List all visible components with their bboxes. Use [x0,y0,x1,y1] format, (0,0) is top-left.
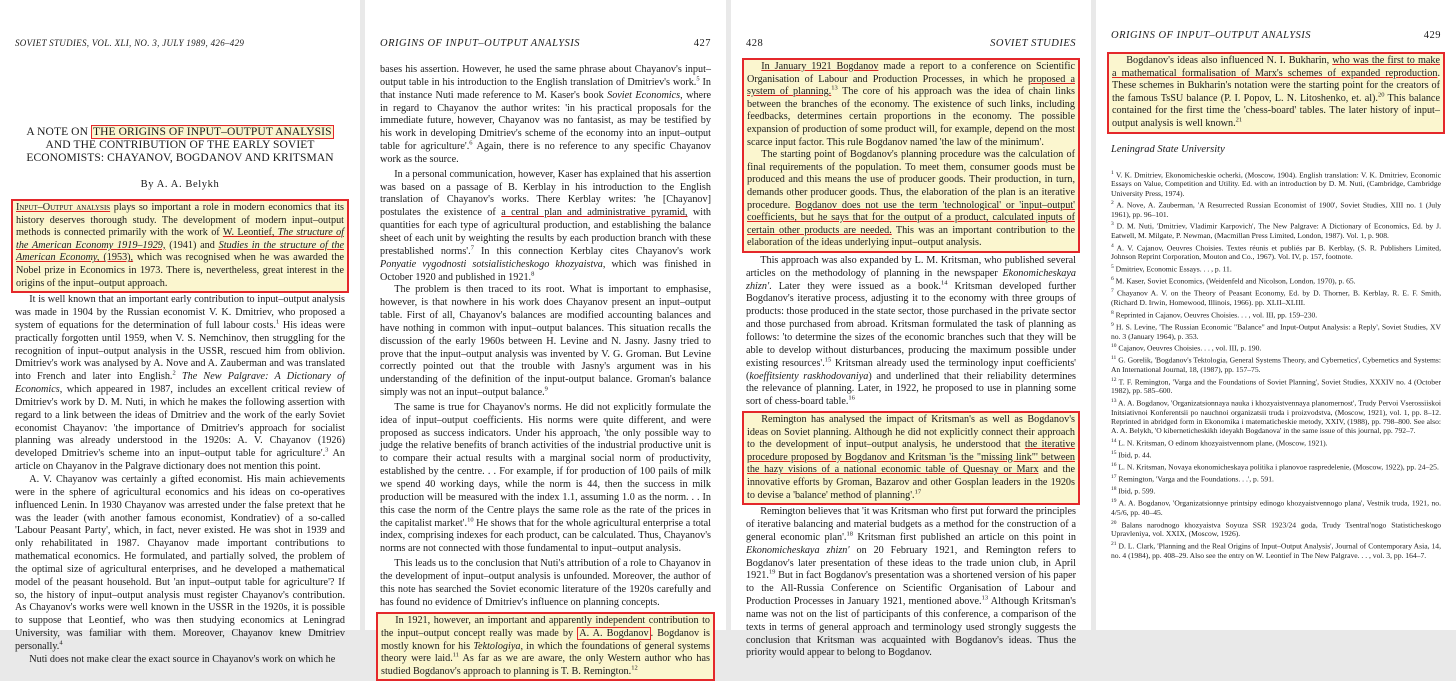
footnote [1111,397,1441,435]
footnote-number: 15 [1111,449,1117,456]
page-426 [0,0,360,665]
journal-citation: SOVIET STUDIES, VOL. XLI, NO. 3, JULY 1989, 426–429 [15,38,245,48]
footnote [1111,242,1441,262]
affiliation: Leningrad State University [1111,143,1225,155]
footnote-text: A. V. Cajanov, Oeuvres Choisies. Textes réunis et publiés par B. Kerblay, (S. R. Publishers Limited, Johnson Reprint Corporation, Mouton and Co., 1967). Vol. IV, p. 157, footnote. [1111,243,1441,262]
footnote [1111,461,1441,472]
footnote [1111,497,1441,517]
footnote-text: L. N. Kritsman, Novaya ekonomicheskaya politika i planovoe raspredelenie, (Moscow, 1922), pp. 24–25. [1116,462,1439,472]
footnote-number: 21 [1111,540,1117,547]
page-429 [1096,0,1456,630]
footnote-number: 9 [1111,321,1114,328]
footnote-text: A. A. Bogdanov, 'Organizatsionnye printsipy edinogo khozyaistvennogo plana', Vestnik truda, 1921, no. 4/5/6, pp. 40–45. [1111,498,1441,517]
footnote-number: 10 [1111,343,1117,350]
paragraph: In January 1921 Bogdanov made a report to a conference on Scientific Organisation of Labour and Production Processes, in which he proposed a system of planning.$^{13}$ The core of his approach was the idea of chain links between the branches of the economy. The existence of such links, including feedbacks, determines certain proportions in the economy. The possible expansion of production of some product will, for example, depend on the most scarce input factor. This rule Bogdanov named 'the law of the minimum'. [747,61,1075,148]
underlined-text: Bogdanov does not use the term 'technological' or 'input–output' coefficients, but he says that for the output of a product, calculated inputs of certain other products are needed. [747,199,1075,236]
footnote-number: 6 [1111,276,1114,283]
paragraph: It is well known that an important early contribution to input–output analysis was made in 1904 by the Russian economist V. K. Dmitriev, who proposed a system of equations for the determination of full labour costs.$^1$ His ideas were practically forgotten until 1959, when V. S. Nemchinov, then struggling for the recognition of input–output analysis in the USSR, rescued him from oblivion. Dmitriev's work was analysed by A. Nove and A. Zauberman and was translated into French and later into English.$^2$ The New Palgrave: A Dictionary of Economics, which appeared in 1987, includes an excellent critical review of Dmitriev's work by D. M. Nuti, in which he makes the following assertion with regard to a link between the ideas of Dmitriev and the work of the early Soviet economist Chayanov: 'the importance of Dmitriev's approach for socialist planning was already understood in the 1920s: A. V. Chayanov (1926) developed Dmitriev's scheme into an input–output table for agriculture'.$^3$ An article on Chayanov in the Palgrave dictionary does not mention this point. [15,294,345,473]
highlight-box [742,58,1080,253]
paragraph: Bogdanov's ideas also influenced N. I. Bukharin, who was the first to make a mathematical formalisation of Marx's schemes of expanded reproduction. These schemes in Bukharin's notation were the starting point for the creators of the famous TsSU balance (P. I. Popov, L. N. Litoshenko, et. al).$^{20}$ This balance contained for the first time the 'chess-board' tables. The later history of input–output analysis is well known.$^{21}$ [1112,55,1440,129]
footnote-text: Remington, 'Varga and the Foundations. . .', p. 591. [1116,474,1274,484]
footnote-number: 20 [1111,519,1117,526]
footnote [1111,263,1441,274]
footnote [1111,342,1441,353]
paragraph: This approach was also expanded by L. M. Kritsman, who published several articles on the methodology of planning in the newspaper Ekonomicheskaya zhizn'. Later they were issued as a book.$^{14}$ Kritsman developed further Bogdanov's iterative process, adjusting it to the economy with three groups of products: those produced in the state sector, those purchased in the private sector and those purchased from abroad. Kritsman formulated the task of planning as follows: 'to determine the sizes of the economic branches such that they will be able to develop without disturbances, producing the maximum possible under existing resources'.$^{15}$ Kritsman already used the terminology input coefficients' (koeffitsienty raskhodovaniya) and underlined that their reliability determines the relevance of planning. Later, in 1922, he proposed to use in planning some sort of chess-board table.$^{16}$ [746,254,1076,408]
footnote [1111,354,1441,374]
paragraph: The problem is then traced to its root. What is important to emphasise, however, is that nowhere in his work does Chayanov present an input–output table. First of all, Chayanov's balances are modified accounting balances and have nothing in common with input–output balances. This situation recalls the discussion of the early 1960s between H. Levine and N. Jasny. Jasny tried to prove that the input–output analysis was invented by V. G. Groman. But Levine correctly pointed out that the trouble with Jasny's argument was in his understanding of the definition of the input-output balance. Groman's balance simply was not an input–output balance.$^9$ [380,284,711,399]
underlined-text: Input–Output analysis [16,202,111,213]
footnote-text: V. K. Dmitriev, Ekonomicheskie ocherki, (Moscow, 1904). English translation: V. K. Dmitriev, Economic Essays on Value, Competition and Utility. Ed. with an introduction by D. M. Nuti, (Cambridge, Cambridge University Press, 1974). [1111,170,1441,198]
footnote [1111,220,1441,240]
footnote-number: 11 [1111,355,1117,362]
footnote-text: D. L. Clark, 'Planning and the Real Origins of Input–Output Analysis', Journal of Contemporary Asia, 14, no. 4 (1984), pp. 408–29. Also see the entry on W. Leontief in The New Palgrave. . . , vol. 3, pp. 164–7. [1111,541,1441,560]
footnote-number: 17 [1111,474,1117,480]
footnote [1111,287,1441,307]
paragraph: The same is true for Chayanov's norms. He did not explicitly formulate the idea of input–output coefficients. His norms were quite different, and were proposed as success indicators. Under his approach, 'the only possible way to judge the relative benefits of branch activities of the industrial productive unit is to compare their actual results with a marginal social norm of productivity, established by the centre. . . For example, if for production of 100 pails of milk we spend 40 working days, while the norm is 44, then the success in milk production will be measured with the index 1.1, assuming 1.0 as the norm. . . In this case the norm of the Centre plays the same role as the rate of the prices in the capitalist market'.$^{10}$ He shows that for the whole agricultural enterprise a total index, comprising indexes for each product, can be calculated. Thus, Chayanov's norms are not connected with those fundamental to input–output analysis. [380,401,711,555]
footnote-text: L. N. Kritsman, O edinom khozyaistvennom plane, (Moscow, 1921). [1116,438,1328,448]
footnote-number: 2 [1111,200,1114,207]
title-highlight-box: THE ORIGINS OF INPUT–OUTPUT ANALYSIS [92,126,332,138]
highlight-box [742,411,1080,505]
page-number: 429 [1423,30,1441,41]
paragraph: In 1921, however, an important and apparently independent contribution to the input–output concept really was made by A. A. Bogdanov . Bogdanov is mostly known for his Tektologiya, in which the foundations of general systems theory were laid.$^{11}$ As far as we are aware, the only Western author who has studied Bogdanov's approach to planning is T. B. Remington.$^{12}$ [381,615,710,677]
footnote-number: 4 [1111,242,1114,249]
footnote-text: G. Gorelik, 'Bogdanov's Tektologia, General Systems Theory, and Cybernetics', Cybernetics and Systems: An International Journal, 18, (1987), pp. 157–75. [1111,355,1441,374]
paragraph: Remington has analysed the impact of Kritsman's as well as Bogdanov's ideas on Soviet planning. Although he did not explicitly connect their approach to the development of input–output analysis, he understood that the iterative procedure proposed by Bogdanov and Kritsman 'is the "missing link"' between the hazy visions of a national economic table of Quesnay or Marx and the innovative efforts by Groman, Bazarov and other Gosplan leaders in the 1920s to devise a 'balance' method of planning'.$^{17}$ [747,414,1076,501]
paragraph: A. V. Chayanov was certainly a gifted economist. His main achievements were in the sphere of agricultural economics and his ideas on co-operatives influenced Lenin. In 1930 Chayanov was arrested under the false pretext that he was the leader (with another famous economist, Kondratiev) of a so-called 'Labour Peasant Party', which, in fact, never existed. He was shot in 1939 and only rehabilitated in 1987. Chayanov made important contributions to mathematical economics. He formulated, and partially solved, the problem of the optimal size of agricultural enterprises, and he developed a mathematical model of the peasant household. But 'an input–output table for agriculture'? If so, the history of input–output analysis must register Chayanov's contribution. As Chayanov's works were well known in the USSR in the 1920s, it is possible to suppose that Leontief, who was then studying economics at Leningrad University, was familiar with them. Moreover, Chayanov knew Dmitriev personally.$^4$ [15,473,345,652]
footnote-text: Ibid, p. 44. [1116,450,1152,460]
underlined-text: In January 1921 Bogdanov [761,61,879,72]
name-box: A. A. Bogdanov [579,628,649,640]
footnotes [1111,169,1441,560]
footnote [1111,169,1441,198]
article-title: A NOTE ON THE ORIGINS OF INPUT–OUTPUT ANALYSIS AND THE CONTRIBUTION OF THE EARLY SOVIET ECONOMISTS: CHAYANOV, BOGDANOV AND KRITSMAN [26,126,334,164]
footnote-number: 5 [1111,264,1114,271]
footnote [1111,485,1441,496]
underlined-text: proposed a system of planning. [747,73,1075,98]
running-header: ORIGINS OF INPUT–OUTPUT ANALYSIS 429 [1111,30,1441,41]
footnote-number: 18 [1111,486,1117,493]
footnote-text: Reprinted in Cajanov, Oeuvres Choisies. . . , vol. III, pp. 159–230. [1113,310,1318,320]
page-number: 427 [693,38,711,49]
footnote [1111,449,1441,460]
footnote [1111,199,1441,219]
footnote-text: Balans narodnogo khozyaistva Soyuza SSR 1923/24 goda, Trudy Tsentral'nogo Statisticheskogo Upravleniya, vol. XXIX, (Moscow, 1926). [1111,520,1441,539]
footnote-number: 8 [1111,309,1114,316]
footnote-text: T. F. Remington, 'Varga and the Foundations of Soviet Planning', Soviet Studies, XXXIV no. 4 (October 1982), pp. 585–600. [1111,377,1441,396]
footnote [1111,376,1441,396]
footnote [1111,473,1441,484]
footnote [1111,309,1441,320]
paragraph: In a personal communication, however, Kaser has explained that his assertion was based on a passage of B. Kerblay in his introduction to the English translation of Chayanov's works. There Kerblay writes: 'he [Chayanov] postulates the existence of a central plan and administrative pyramid, with quantities for each type of agricultural production, and establishing the balance sheet of each unit by weighting the results by each production branch with these prestablished norms'.$^7$ In this connection Kerblay cites Chayanov's work Ponyatie vygodnosti sotsialisticheskogo khozyaistva, which was finished in October 1920 and published in 1921.$^8$ [380,168,711,283]
page-427 [365,0,726,677]
paragraph: bases his assertion. However, he used the same phrase about Chayanov's input–output table in his introduction to the English translation of Dmitriev's work.$^5$ In that instance Nuti made reference to M. Kaser's book Soviet Economics, where in regard to Chayanov the author writes: 'in his practical proposals for the immediate future, however, Chayanov was no fantasist, as may be testified by his work in developing Dmitriev's scheme of the economy into an input–output table for agriculture'.$^6$ Again, there is no reference to any specific Chayanov work as the source. [380,64,711,165]
footnote-number: 16 [1111,461,1117,468]
footnote-text: Dmitriev, Economic Essays. . . , p. 11. [1113,264,1232,274]
footnote-text: H. S. Levine, 'The Russian Economic "Balance" and Input-Output Analysis: a Reply', Soviet Studies, XV no. 3 (January 1964), p. 353. [1111,322,1441,341]
footnote-number: 14 [1111,437,1117,444]
footnote [1111,519,1441,539]
page-number: 428 [746,38,764,49]
footnote-number: 13 [1111,397,1117,404]
footnote [1111,540,1441,560]
paragraph: This leads us to the conclusion that Nuti's attribution of a role to Chayanov in the development of input–output analysis is unfounded. Moreover, the author of this note has searched the Soviet economic literature of the 1920s carefully and has found no evidence of Dmitriev's influence on planning concepts. [380,558,711,608]
footnote-number: 1 [1111,169,1114,176]
footnote-number: 3 [1111,221,1114,228]
footnote [1111,275,1441,286]
paragraph: Input–Output analysis plays so important a role in modern economics that its history deserves thorough study. The development of modern input–output methods is connected primarily with the work of W. Leontief, The structure of the American Economy 1919–1929, (1941) and Studies in the structure of the American Economy, (1953), which was recognised when he was awarded the Nobel prize in Economics in 1973. There is, nevertheless, great interest in the origins of the input–output approach. [16,202,345,289]
underlined-text: who was the first to make a mathematical formalisation of Marx's schemes of expanded reproduction [1112,55,1440,79]
footnote-text: Cajanov, Oeuvres Choisies. . . , vol. III, p. 190. [1116,343,1262,353]
footnote-text: Chayanov A. V. on the Theory of Peasant Economy, Ed. by D. Thorner, B. Kerblay, R. E. F. Smith, (Richard D. Irwin, Homewood, Illinois, 1966). pp. XLII–XLIII. [1111,288,1441,308]
article-author: By A. A. Belykh [140,179,220,190]
underlined-text: a central plan and administrative pyramid, [501,207,688,219]
footnote-text: D. M. Nuti, 'Dmitriev, Vladimir Karpovich', The New Palgrave: A Dictionary of Economics, Ed. by J. Eatwell, M. Milgate, P. Newman, (Macmillan Press Limited, London, 1987). Vol. 1, p. 908. [1111,221,1441,241]
paragraph: Nuti does not make clear the exact source in Chayanov's work on which he [29,653,336,665]
underlined-text: the iterative procedure proposed by Bogdanov and Kritsman 'is the "missing link"' between the hazy visions of a national economic table of Quesnay or Marx [747,439,1076,476]
footnote-number: 7 [1111,288,1114,295]
paragraph: The starting point of Bogdanov's planning procedure was the calculation of final requirements of the population. To meet them, consumer goods must be produced and this means the use of producer goods. Their production, in turn, demands other producer goods. Thus, the elaboration of the plan is an iterative procedure. Bogdanov does not use the term 'technological' or 'input–output' coefficients, but he says that for the output of a product, calculated inputs of certain other products are needed. This was an important contribution to the elaboration of the ideas underlying input–output analysis. [747,149,1075,249]
running-header: 428 SOVIET STUDIES [746,38,1076,49]
footnote [1111,321,1441,341]
footnote-text: A. Nove, A. Zauberman, 'A Resurrected Russian Economist of 1900', Soviet Studies, XIII no. 1 (July 1961), pp. 96–101. [1111,200,1441,219]
highlight-box [11,199,349,293]
footnote-number: 19 [1111,498,1117,505]
highlight-box [376,612,715,681]
running-header: ORIGINS OF INPUT–OUTPUT ANALYSIS 427 [380,38,711,49]
underlined-text: W. Leontief, [222,227,278,239]
footnote-text: A. A. Bogdanov, 'Organizatsionnaya nauka i khozyaistvennaya planomernost', Trudy Pervoi Vserossiiskoi Initsiativnoi Konferentsii po nauchnoi organizatsii truda i proizvodstva, (Moscow, 1921), vol. 1, pp. 8–12. Reprinted in abridged form in Ekonomika i matematicheskie metody, XXIV, (1988), pp. 798–800. See also: A. A. Belykh, 'O kiberneticheskikh ideyakh Bogdanova' in the same issue of this journal, pp. 792–7. [1111,398,1441,436]
highlight-box [1107,52,1445,134]
footnote-text: Ibid, p. 599. [1116,486,1156,496]
footnote-number: 12 [1111,376,1117,383]
page-428 [731,0,1091,659]
paragraph: Remington believes that 'it was Kritsman who first put forward the principles of iterative balancing and material budgets as a method for the construction of a general economic plan'.$^{18}$ Kritsman first published an article on this point in Ekonomicheskaya zhizn' on 20 February 1921, and Remington refers to Bogdanov's later presentation of these ideas to the trade union club, in April 1921.19 But in fact Bogdanov's presentation was a shortened version of his paper to the All-Russia Conference on Scientific Organisation of Labour and Production Processes in January 1921, mentioned above.$^{13}$ Although Kritsman's name was not on the list of participants of this conference, a comparison of the texts in terms of general approach and terminology used strongly suggests the conclusion that Kritsman was acquainted with Bogdanov's ideas. Thus the priority would appear to belong to Bogdanov. [746,506,1077,659]
footnote-text: M. Kaser, Soviet Economics, (Weidenfeld and Nicolson, London, 1970), p. 65. [1113,276,1356,286]
footnote [1111,437,1441,448]
